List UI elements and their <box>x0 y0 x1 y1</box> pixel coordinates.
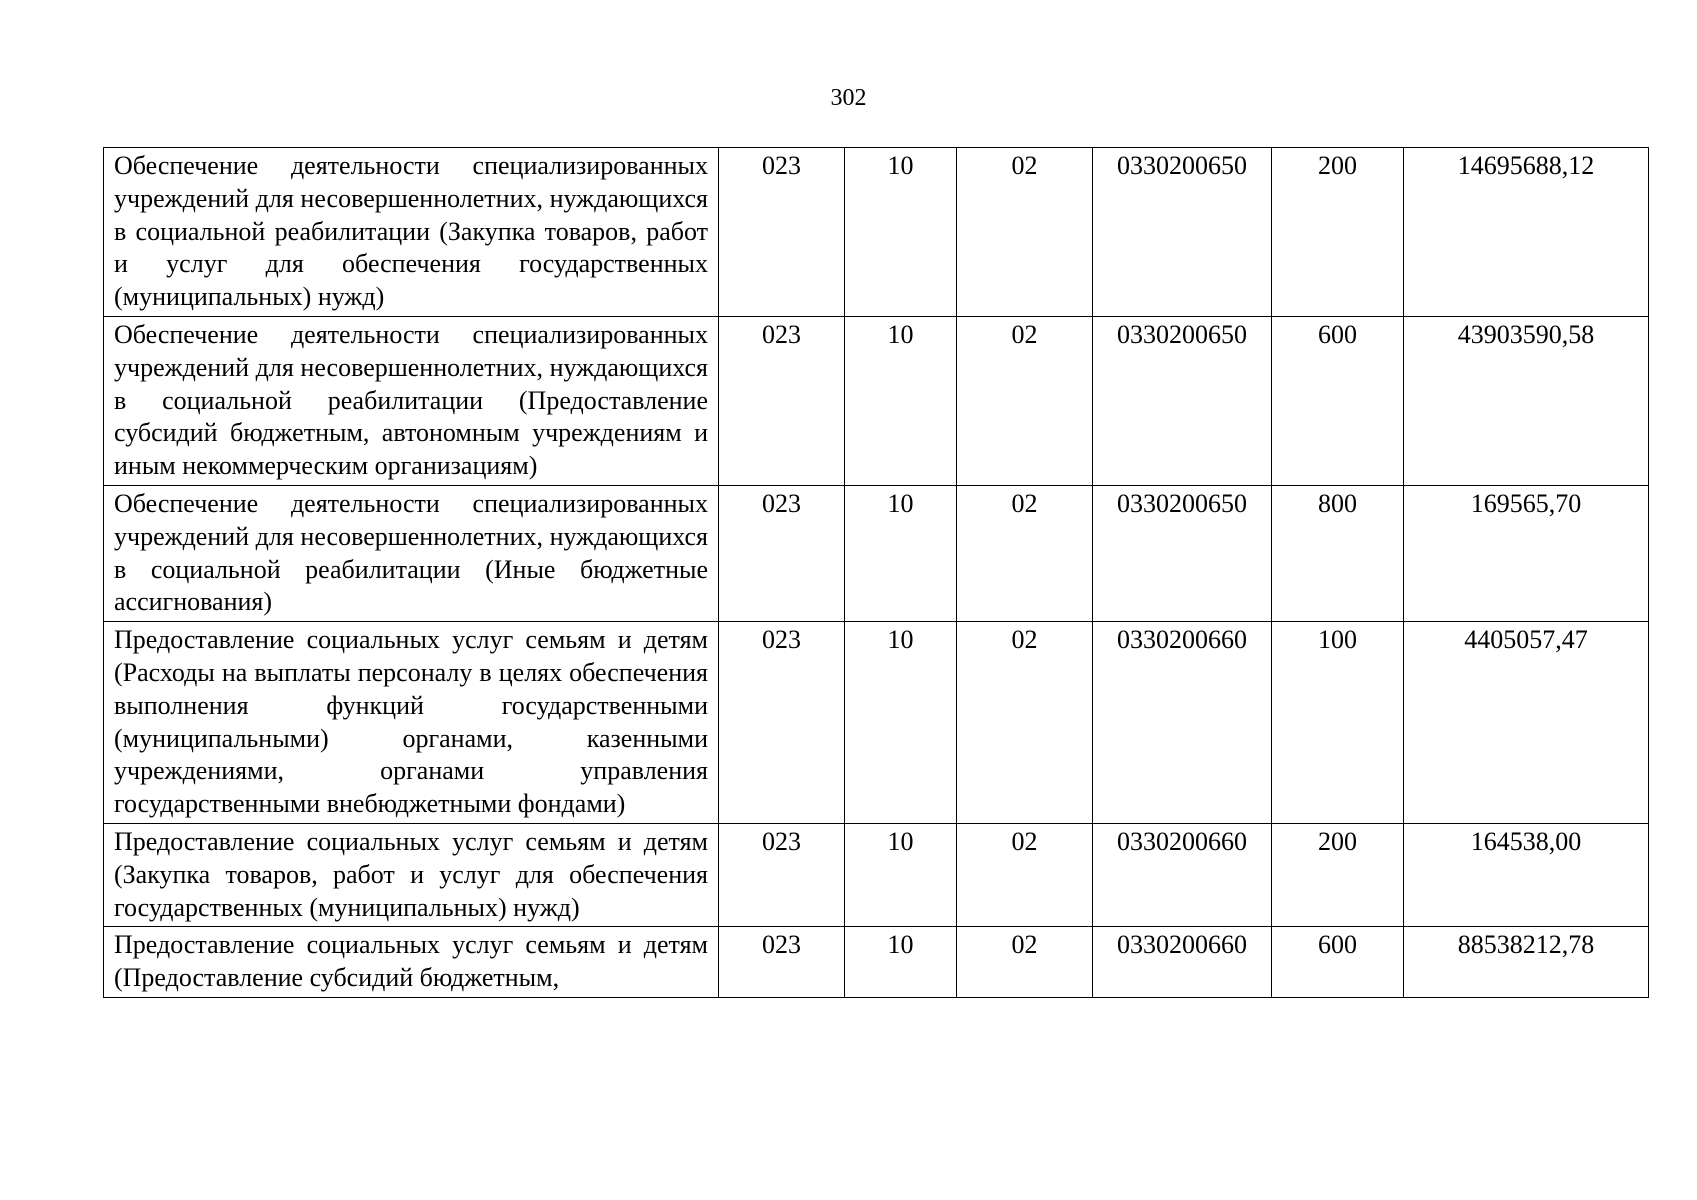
amount-value: 4405057,47 <box>1404 622 1649 824</box>
table-row <box>104 485 1649 621</box>
subsection-code: 02 <box>957 622 1093 824</box>
expense-type-code: 200 <box>1272 148 1404 317</box>
expense-type-code: 200 <box>1272 823 1404 926</box>
amount-value: 14695688,12 <box>1404 148 1649 317</box>
expense-type-code: 600 <box>1272 316 1404 485</box>
ministry-code: 023 <box>719 622 845 824</box>
ministry-code: 023 <box>719 823 845 926</box>
amount-value: 43903590,58 <box>1404 316 1649 485</box>
ministry-code: 023 <box>719 927 845 998</box>
subsection-code: 02 <box>957 927 1093 998</box>
expense-type-code: 800 <box>1272 485 1404 621</box>
target-article-code: 0330200660 <box>1093 927 1272 998</box>
amount-value: 88538212,78 <box>1404 927 1649 998</box>
page-number: 302 <box>830 85 867 111</box>
table-row <box>104 823 1649 926</box>
section-code: 10 <box>845 316 957 485</box>
table-row <box>104 316 1649 485</box>
expense-type-code: 600 <box>1272 927 1404 998</box>
target-article-code: 0330200660 <box>1093 622 1272 824</box>
subsection-code: 02 <box>957 316 1093 485</box>
amount-value: 169565,70 <box>1404 485 1649 621</box>
expense-type-code: 100 <box>1272 622 1404 824</box>
section-code: 10 <box>845 823 957 926</box>
section-code: 10 <box>845 148 957 317</box>
section-code: 10 <box>845 485 957 621</box>
target-article-code: 0330200650 <box>1093 485 1272 621</box>
subsection-code: 02 <box>957 823 1093 926</box>
table-row <box>104 927 1649 998</box>
subsection-code: 02 <box>957 485 1093 621</box>
target-article-code: 0330200650 <box>1093 148 1272 317</box>
target-article-code: 0330200650 <box>1093 316 1272 485</box>
budget-allocation-table <box>103 147 1649 998</box>
section-code: 10 <box>845 927 957 998</box>
amount-value: 164538,00 <box>1404 823 1649 926</box>
table-row <box>104 148 1649 317</box>
row-description: Обеспечение деятельности специализированных учреждений для несовершеннолетних, нуждающихся в социальной реабилитации (Иные бюджетные ассигнования) <box>104 485 719 621</box>
subsection-code: 02 <box>957 148 1093 317</box>
row-description: Предоставление социальных услуг семьям и детям (Расходы на выплаты персоналу в целях обеспечения выполнения функций государственными (муниципальными) органами, казенными учреждениями, органами управления государственными внебюджетными фондами) <box>104 622 719 824</box>
ministry-code: 023 <box>719 485 845 621</box>
row-description: Предоставление социальных услуг семьям и детям (Предоставление субсидий бюджетным, <box>104 927 719 998</box>
ministry-code: 023 <box>719 148 845 317</box>
section-code: 10 <box>845 622 957 824</box>
row-description: Обеспечение деятельности специализированных учреждений для несовершеннолетних, нуждающихся в социальной реабилитации (Закупка товаров, работ и услуг для обеспечения государственных (муниципальных) нужд) <box>104 148 719 317</box>
ministry-code: 023 <box>719 316 845 485</box>
table-row <box>104 622 1649 824</box>
row-description: Предоставление социальных услуг семьям и детям (Закупка товаров, работ и услуг для обеспечения государственных (муниципальных) нужд) <box>104 823 719 926</box>
target-article-code: 0330200660 <box>1093 823 1272 926</box>
row-description: Обеспечение деятельности специализированных учреждений для несовершеннолетних, нуждающихся в социальной реабилитации (Предоставление субсидий бюджетным, автономным учреждениям и иным некоммерческим организациям) <box>104 316 719 485</box>
